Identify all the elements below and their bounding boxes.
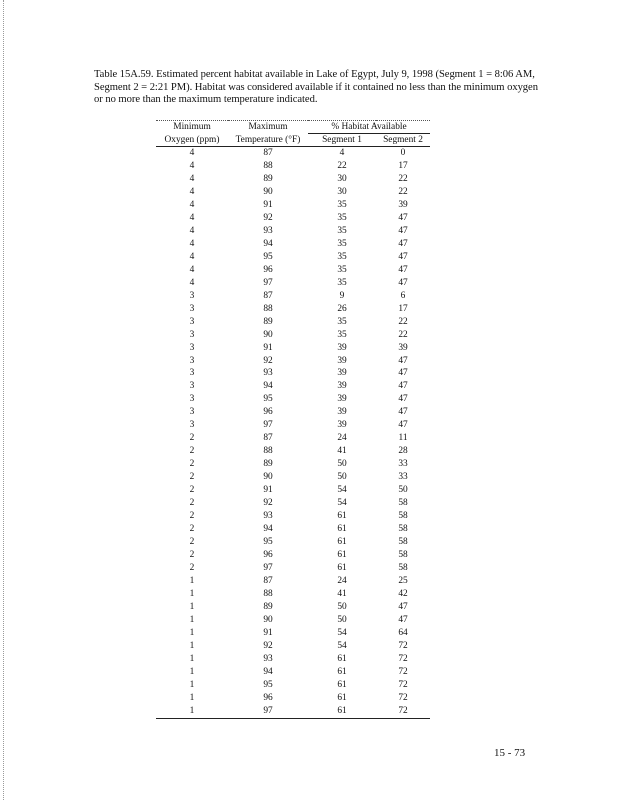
cell-max-temp: 88 [263,446,273,457]
cell-min-oxygen: 4 [189,225,195,236]
table-row [156,484,430,497]
header-row-2 [156,134,430,147]
cell-max-temp: 94 [263,524,273,535]
cell-max-temp: 93 [263,653,273,664]
cell-segment-1: 61 [337,563,347,573]
cell-segment-1: 35 [337,199,347,210]
cell-segment-1: 50 [337,472,347,483]
cell-min-oxygen: 4 [189,160,195,171]
cell-segment-2: 11 [398,433,408,444]
table-row [156,225,430,238]
cell-max-temp: 91 [263,627,273,638]
cell-segment-2: 47 [398,355,408,366]
cell-min-oxygen: 3 [189,368,195,379]
cell-max-temp: 96 [263,407,273,418]
table-row [156,277,430,290]
cell-segment-2: 47 [398,212,408,223]
table-row [156,666,430,679]
table-row [156,614,430,627]
cell-segment-2: 25 [398,575,408,586]
cell-max-temp: 93 [263,368,273,379]
cell-max-temp: 92 [263,212,273,223]
table-row [156,393,430,406]
cell-segment-2: 42 [398,588,408,599]
cell-max-temp: 93 [263,225,273,236]
cell-max-temp: 91 [263,485,273,496]
cell-segment-1: 61 [337,666,347,677]
table-row [156,406,430,419]
cell-max-temp: 97 [263,277,273,288]
table-row [156,303,430,316]
cell-segment-2: 33 [398,459,408,470]
cell-min-oxygen: 4 [189,199,195,210]
cell-segment-1: 61 [337,679,347,690]
table-body [156,147,430,719]
table-row [156,173,430,186]
cell-segment-1: 35 [337,212,347,223]
scan-edge-artifact [3,0,4,800]
cell-segment-1: 35 [337,329,347,340]
table-row [156,160,430,173]
cell-max-temp: 97 [263,563,273,573]
cell-segment-1: 61 [337,524,347,535]
cell-segment-1: 54 [337,485,347,496]
cell-max-temp: 95 [263,679,273,690]
cell-min-oxygen: 2 [189,498,195,509]
cell-segment-2: 58 [398,550,408,561]
cell-min-oxygen: 1 [189,679,195,690]
table-row [156,264,430,277]
cell-segment-2: 72 [398,653,408,664]
page-number: 15 - 73 [494,747,526,759]
cell-segment-2: 22 [398,329,408,340]
cell-segment-2: 58 [398,511,408,522]
table-row [156,627,430,640]
cell-segment-1: 61 [308,705,376,718]
header-min-oxygen-line1: Minimum [156,121,228,134]
cell-segment-2: 17 [398,160,408,171]
cell-segment-1: 61 [337,550,347,561]
cell-min-oxygen: 1 [189,588,195,599]
table-row [156,601,430,614]
cell-segment-1: 39 [337,381,347,392]
cell-segment-2: 58 [398,524,408,535]
cell-max-temp: 97 [263,420,273,431]
cell-max-temp: 95 [263,251,273,262]
header-min-oxygen-line2: Oxygen (ppm) [156,134,228,147]
cell-min-oxygen: 1 [189,666,195,677]
table-row [156,212,430,225]
cell-min-oxygen: 2 [189,472,195,483]
cell-min-oxygen: 2 [189,537,195,548]
table-row [156,445,430,458]
cell-segment-1: 41 [337,446,347,457]
cell-min-oxygen: 3 [189,394,195,405]
table-row [156,290,430,303]
cell-segment-2: 47 [398,394,408,405]
cell-segment-2: 47 [398,381,408,392]
cell-max-temp: 88 [263,588,273,599]
cell-segment-1: 22 [337,160,347,171]
cell-max-temp: 94 [263,238,273,249]
table-row [156,329,430,342]
cell-min-oxygen: 1 [189,614,195,625]
cell-min-oxygen: 2 [189,524,195,535]
table-row [156,575,430,588]
cell-segment-1: 39 [337,342,347,353]
table-row [156,536,430,549]
cell-segment-2: 72 [376,705,430,718]
cell-max-temp: 94 [263,666,273,677]
cell-segment-1: 35 [337,238,347,249]
cell-min-oxygen: 1 [189,601,195,612]
cell-min-oxygen: 1 [189,575,195,586]
cell-segment-1: 35 [337,225,347,236]
cell-min-oxygen: 4 [189,264,195,275]
cell-max-temp: 87 [263,148,273,158]
cell-min-oxygen: 2 [189,459,195,470]
cell-min-oxygen: 4 [189,148,195,158]
table-row [156,653,430,666]
cell-max-temp: 88 [263,303,273,314]
cell-segment-2: 33 [398,472,408,483]
cell-min-oxygen: 2 [189,446,195,457]
cell-segment-2: 28 [398,446,408,457]
cell-max-temp: 90 [263,472,273,483]
cell-segment-2: 47 [398,251,408,262]
cell-segment-1: 35 [337,316,347,327]
cell-segment-1: 9 [339,290,345,301]
cell-segment-2: 72 [398,666,408,677]
cell-segment-2: 47 [398,614,408,625]
table-row [156,692,430,705]
table-row [156,186,430,199]
cell-segment-2: 47 [398,225,408,236]
cell-segment-1: 35 [337,251,347,262]
table-row [156,419,430,432]
cell-segment-2: 47 [398,264,408,275]
cell-segment-1: 50 [337,459,347,470]
cell-segment-1: 30 [337,173,347,184]
cell-segment-2: 72 [398,692,408,703]
header-segment-2: Segment 2 [376,134,430,147]
table-row [156,432,430,445]
cell-min-oxygen: 4 [189,251,195,262]
cell-min-oxygen: 2 [189,511,195,522]
table-row [156,562,430,575]
cell-segment-1: 39 [337,355,347,366]
cell-segment-2: 47 [398,368,408,379]
cell-max-temp: 87 [263,433,273,444]
table-row [156,497,430,510]
cell-min-oxygen: 3 [189,316,195,327]
cell-max-temp: 90 [263,614,273,625]
cell-min-oxygen: 3 [189,420,195,431]
cell-max-temp: 93 [263,511,273,522]
table-caption: Table 15A.59. Estimated percent habitat available in Lake of Egypt, July 9, 1998 (Segment 1 = 8:06 AM, Segment 2 = 2:21 PM). Habitat was considered available if it contained no less than the minimum oxygen or no more than the maximum temperature indicated. [94,69,538,105]
table-row [156,640,430,653]
table-row [156,549,430,562]
cell-segment-1: 24 [337,433,347,444]
cell-max-temp: 92 [263,498,273,509]
cell-min-oxygen: 2 [189,563,195,573]
cell-segment-2: 22 [398,316,408,327]
cell-max-temp: 97 [228,705,308,718]
cell-segment-1: 50 [337,601,347,612]
table-row [156,355,430,368]
cell-min-oxygen: 2 [189,433,195,444]
cell-min-oxygen: 1 [189,627,195,638]
cell-segment-1: 61 [337,653,347,664]
cell-min-oxygen: 1 [156,705,228,718]
cell-segment-2: 58 [398,498,408,509]
cell-max-temp: 89 [263,601,273,612]
header-max-temp-line2: Temperature (°F) [228,134,308,147]
cell-segment-2: 64 [398,627,408,638]
cell-min-oxygen: 3 [189,303,195,314]
cell-segment-2: 6 [400,290,406,301]
cell-segment-1: 26 [337,303,347,314]
habitat-table [156,120,430,719]
table-row [156,458,430,471]
cell-segment-1: 4 [339,148,345,158]
cell-segment-1: 41 [337,588,347,599]
cell-min-oxygen: 3 [189,355,195,366]
cell-segment-1: 54 [337,640,347,651]
table-row [156,251,430,264]
cell-segment-1: 35 [337,264,347,275]
cell-segment-2: 47 [398,277,408,288]
cell-max-temp: 94 [263,381,273,392]
cell-max-temp: 96 [263,692,273,703]
cell-max-temp: 89 [263,459,273,470]
cell-segment-2: 47 [398,238,408,249]
table-row [156,471,430,484]
cell-segment-2: 58 [398,537,408,548]
cell-segment-2: 22 [398,186,408,197]
cell-segment-2: 50 [398,485,408,496]
cell-min-oxygen: 2 [189,550,195,561]
table-row [156,147,430,160]
cell-max-temp: 91 [263,199,273,210]
cell-segment-2: 17 [398,303,408,314]
cell-segment-2: 0 [400,148,406,158]
cell-segment-2: 39 [398,199,408,210]
cell-max-temp: 89 [263,173,273,184]
cell-segment-1: 39 [337,394,347,405]
cell-segment-1: 39 [337,407,347,418]
cell-segment-2: 58 [398,563,408,573]
cell-max-temp: 92 [263,640,273,651]
cell-max-temp: 90 [263,186,273,197]
table-row [156,705,430,718]
cell-segment-2: 39 [398,342,408,353]
table-row [156,199,430,212]
cell-min-oxygen: 1 [189,640,195,651]
cell-min-oxygen: 1 [189,653,195,664]
cell-max-temp: 87 [263,290,273,301]
cell-segment-1: 61 [337,537,347,548]
table-row [156,380,430,393]
table-row [156,679,430,692]
cell-min-oxygen: 4 [189,277,195,288]
cell-max-temp: 95 [263,537,273,548]
cell-min-oxygen: 3 [189,407,195,418]
cell-max-temp: 96 [263,550,273,561]
table-row [156,523,430,536]
cell-max-temp: 90 [263,329,273,340]
table-row [156,367,430,380]
cell-segment-1: 30 [337,186,347,197]
cell-min-oxygen: 4 [189,212,195,223]
header-segment-1: Segment 1 [308,134,376,147]
cell-max-temp: 87 [263,575,273,586]
cell-max-temp: 88 [263,160,273,171]
cell-segment-1: 50 [337,614,347,625]
header-row-1 [156,121,430,134]
cell-segment-1: 54 [337,627,347,638]
cell-min-oxygen: 2 [189,485,195,496]
header-habitat-available: % Habitat Available [308,121,430,134]
cell-max-temp: 95 [263,394,273,405]
cell-max-temp: 91 [263,342,273,353]
cell-min-oxygen: 3 [189,342,195,353]
cell-min-oxygen: 4 [189,186,195,197]
cell-segment-1: 35 [337,277,347,288]
cell-segment-1: 24 [337,575,347,586]
cell-max-temp: 89 [263,316,273,327]
table-row [156,588,430,601]
cell-segment-2: 72 [398,679,408,690]
cell-min-oxygen: 4 [189,238,195,249]
cell-segment-2: 47 [398,601,408,612]
table-row [156,342,430,355]
cell-segment-2: 22 [398,173,408,184]
table-row [156,316,430,329]
cell-segment-1: 61 [337,692,347,703]
cell-segment-1: 39 [337,368,347,379]
cell-min-oxygen: 3 [189,329,195,340]
cell-segment-1: 39 [337,420,347,431]
cell-max-temp: 96 [263,264,273,275]
cell-segment-2: 72 [398,640,408,651]
table-row [156,238,430,251]
cell-segment-1: 61 [337,511,347,522]
cell-segment-2: 47 [398,420,408,431]
cell-min-oxygen: 3 [189,290,195,301]
table-row [156,510,430,523]
header-max-temp-line1: Maximum [228,121,308,134]
cell-min-oxygen: 3 [189,381,195,392]
cell-min-oxygen: 4 [189,173,195,184]
cell-segment-1: 54 [337,498,347,509]
cell-max-temp: 92 [263,355,273,366]
cell-min-oxygen: 1 [189,692,195,703]
cell-segment-2: 47 [398,407,408,418]
